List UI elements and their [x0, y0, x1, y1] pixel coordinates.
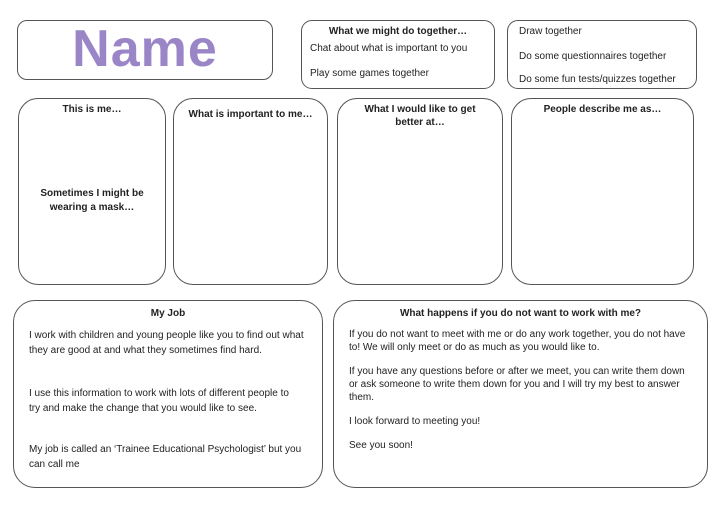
together-item: Play some games together: [310, 68, 429, 79]
my-job-box: [13, 300, 323, 488]
together-item: Draw together: [519, 26, 582, 37]
describe-title: People describe me as…: [543, 104, 662, 115]
job-paragraph: I use this information to work with lots of different people to try and make the change that you would like to see.: [29, 388, 289, 414]
mask-text: Sometimes I might be wearing a mask…: [40, 188, 144, 213]
name-title: Name: [72, 20, 218, 78]
this-is-me-title: This is me…: [62, 104, 122, 115]
happens-paragraph: See you soon!: [349, 440, 413, 451]
name-box: [17, 20, 273, 80]
this-is-me-card: [18, 98, 166, 285]
what-happens-box: [333, 300, 708, 488]
together-item: Chat about what is important to you: [310, 43, 468, 54]
what-happens-title: What happens if you do not want to work with me?: [399, 308, 642, 319]
important-card: [173, 98, 328, 285]
important-title: What is important to me…: [188, 109, 313, 120]
together-box: [301, 20, 495, 89]
job-paragraph: I work with children and young people like you to find out what they are good at and what they sometimes find hard.: [29, 330, 304, 356]
describe-card: [511, 98, 694, 285]
better-at-card: [337, 98, 503, 285]
together-right-box: [507, 20, 697, 89]
together-item: Do some fun tests/quizzes together: [519, 74, 676, 85]
happens-paragraph: I look forward to meeting you!: [349, 416, 481, 427]
together-item: Do some questionnaires together: [519, 51, 667, 62]
together-title: What we might do together…: [328, 26, 468, 37]
happens-paragraph: If you have any questions before or after we meet, you can write them down or ask someone to write them down for you and I will try my best to answer them.: [349, 366, 685, 403]
job-paragraph: My job is called an ‘Trainee Educational Psychologist’ but you can call me: [29, 444, 302, 470]
my-job-title: My Job: [150, 308, 186, 319]
better-at-title: What I would like to get better at…: [364, 104, 476, 128]
happens-paragraph: If you do not want to meet with me or do any work together, you do not have to! We will only meet or do as much as you would like to.: [349, 329, 686, 353]
